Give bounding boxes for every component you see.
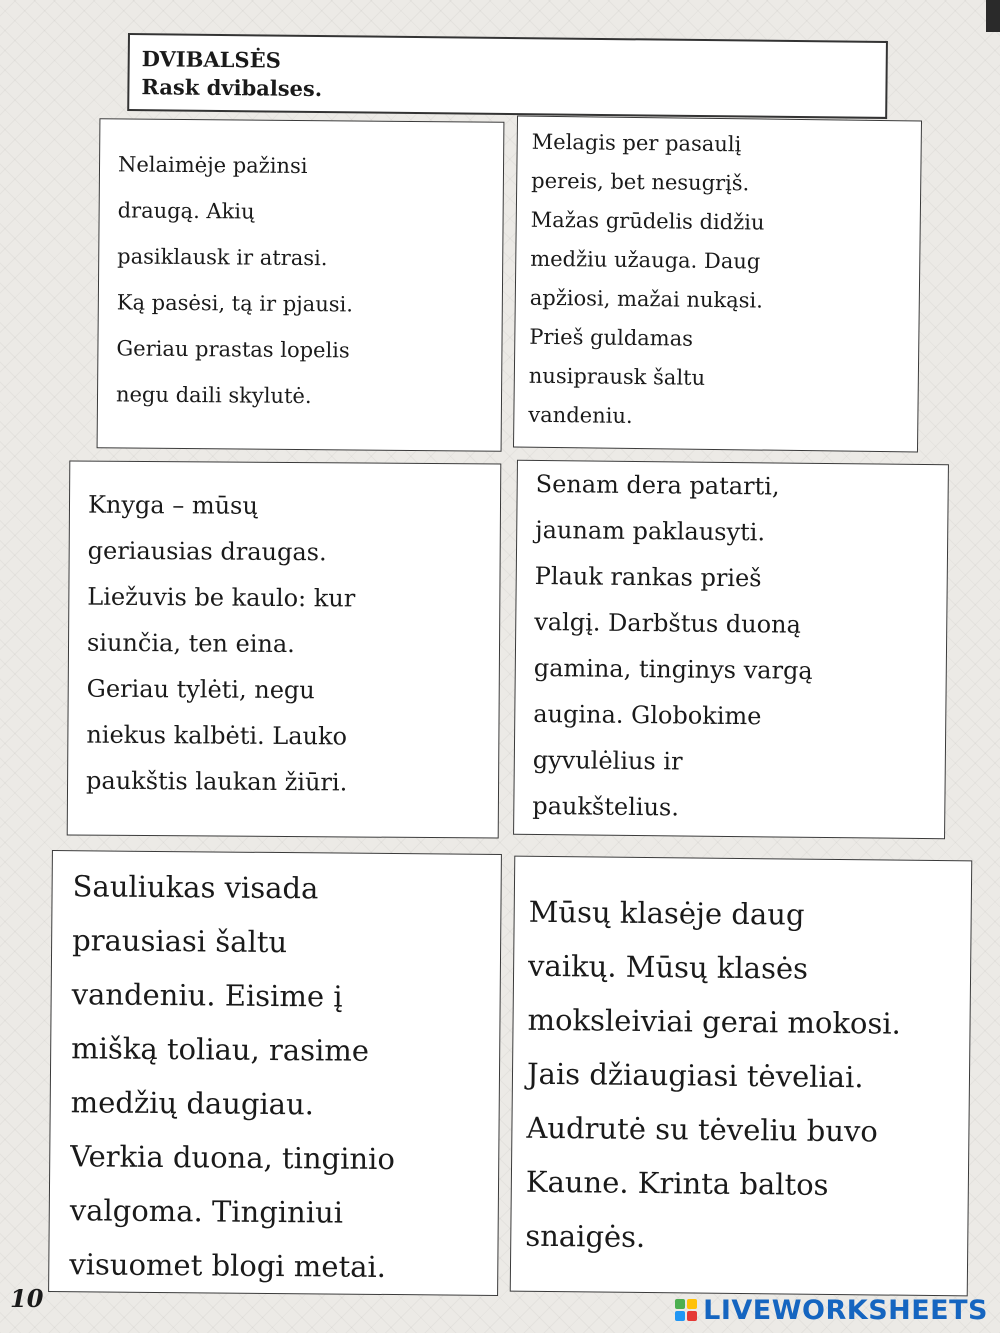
card-line: valgoma. Tinginiui (69, 1193, 344, 1230)
text-card-2 (513, 116, 922, 453)
watermark-text: LIVEWORKSHEETS (703, 1294, 988, 1326)
logo-square (687, 1311, 697, 1321)
card-line: Geriau prastas lopelis (116, 336, 350, 363)
card-line: Prieš guldamas (529, 324, 694, 351)
text-card-6 (510, 856, 973, 1297)
text-card-4 (513, 460, 949, 840)
logo-square (687, 1299, 697, 1309)
card-line: medžiu užauga. Daug (530, 246, 761, 274)
card-line: Ką pasėsi, tą ir pjausi. (116, 290, 354, 317)
card-line: visuomet blogi metai. (69, 1247, 387, 1284)
card-line: Knyga – mūsų (87, 490, 258, 520)
exercise-title: DVIBALSĖS (141, 46, 281, 73)
card-line: niekus kalbėti. Lauko (86, 720, 348, 751)
logo-square (675, 1311, 685, 1321)
card-line: draugą. Akių (117, 198, 255, 224)
text-card-3 (67, 460, 502, 838)
card-line: pereis, bet nesugrįš. (531, 168, 750, 196)
card-line: Jais džiaugiasi tėveliai. (526, 1056, 864, 1095)
card-line: Mažas grūdelis didžiu (530, 207, 765, 235)
card-line: jaunam paklausyti. (535, 515, 766, 547)
card-line: snaigės. (525, 1218, 646, 1255)
card-line: Senam dera patarti, (535, 469, 780, 501)
card-line: Mūsų klasėje daug (528, 894, 805, 932)
card-line: apžiosi, mažai nukąsi. (529, 285, 764, 313)
page-number: 10 (10, 1284, 44, 1313)
card-line: augina. Globokime (533, 699, 762, 731)
card-line: gamina, tinginys vargą (533, 653, 813, 685)
card-line: Kaune. Krinta baltos (525, 1164, 829, 1202)
exercise-instruction: Rask dvibalses. (141, 74, 323, 102)
card-line: Geriau tylėti, negu (86, 674, 315, 705)
card-line: paukštis laukan žiūri. (85, 766, 348, 797)
card-line: Sauliukas visada (72, 869, 319, 906)
card-line: valgį. Darbštus duoną (534, 607, 802, 639)
card-line: Audrutė su tėveliu buvo (526, 1110, 879, 1149)
card-line: prausiasi šaltu (72, 923, 288, 960)
card-line: gyvulėlius ir (532, 745, 683, 776)
text-card-5 (48, 850, 502, 1296)
card-line: vandeniu. Eisime į (71, 977, 343, 1014)
card-line: paukštelius. (532, 791, 680, 822)
watermark[interactable] (675, 1293, 988, 1327)
card-line: Plauk rankas prieš (534, 561, 762, 593)
card-line: Melagis per pasaulį (531, 129, 742, 157)
liveworksheets-logo-icon (675, 1299, 697, 1321)
card-line: vandeniu. (528, 402, 633, 428)
card-line: geriausias draugas. (87, 536, 327, 567)
text-card-1 (97, 118, 505, 452)
card-line: Liežuvis be kaulo: kur (87, 582, 356, 613)
card-line: Verkia duona, tinginio (70, 1139, 396, 1177)
card-line: mišką toliau, rasime (71, 1031, 370, 1068)
card-line: moksleiviai gerai mokosi. (527, 1002, 902, 1041)
binder-tab (986, 0, 1000, 32)
card-line: negu daili skylutė. (115, 382, 312, 409)
logo-square (675, 1299, 685, 1309)
card-line: siunčia, ten eina. (86, 628, 295, 659)
exercise-header (127, 33, 888, 119)
card-line: vaikų. Mūsų klasės (527, 948, 809, 986)
card-line: medžių daugiau. (70, 1085, 315, 1122)
card-line: nusiprausk šaltu (528, 363, 706, 390)
card-line: pasiklausk ir atrasi. (117, 244, 328, 271)
card-line: Nelaimėje pažinsi (117, 152, 308, 179)
